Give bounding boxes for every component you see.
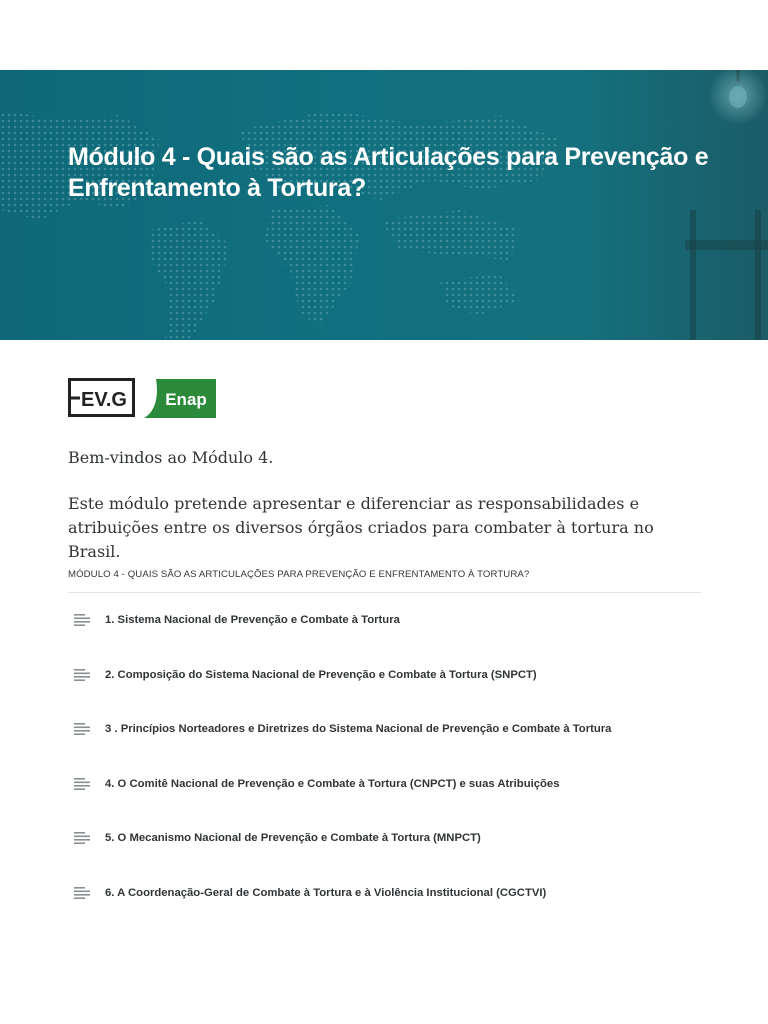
lesson-item-label: 4. O Comitê Nacional de Prevenção e Combate à Tortura (CNPCT) e suas Atribuições: [105, 777, 560, 790]
intro-description: Este módulo pretende apresentar e diferenciar as responsabilidades e atribuições entre os diversos órgãos criados para combater à tortura no Brasil.: [68, 494, 654, 561]
lesson-item-3[interactable]: [68, 702, 701, 757]
lesson-item-2[interactable]: [68, 648, 701, 703]
course-hero-banner: [0, 70, 768, 340]
lesson-item-label: 5. O Mecanismo Nacional de Prevenção e Combate à Tortura (MNPCT): [105, 832, 481, 845]
lesson-lines-icon: [74, 669, 90, 681]
lesson-item-label: 2. Composição do Sistema Nacional de Prevenção e Combate à Tortura (SNPCT): [105, 668, 537, 681]
lesson-item-label: 6. A Coordenação-Geral de Combate à Tortura e à Violência Institucional (CGCTVI): [105, 886, 547, 899]
lesson-item-4[interactable]: [68, 757, 701, 812]
course-title: Módulo 4 - Quais são as Articulações para Prevenção e Enfrentamento à Tortura?: [68, 143, 709, 202]
lesson-list-heading: MÓDULO 4 - QUAIS SÃO AS ARTICULAÇÕES PARA PREVENÇÃO E ENFRENTAMENTO À TORTURA?: [68, 569, 530, 580]
module-introduction: [68, 446, 708, 586]
lesson-item-label: 3 . Princípios Norteadores e Diretrizes do Sistema Nacional de Prevenção e Combate à Tortura: [105, 723, 612, 736]
lesson-lines-icon: [74, 887, 90, 899]
partner-logos: [68, 377, 216, 418]
lesson-item-6[interactable]: [68, 866, 701, 921]
svg-text:Enap: Enap: [165, 390, 207, 409]
lesson-item-label: 1. Sistema Nacional de Prevenção e Combate à Tortura: [105, 614, 400, 627]
lesson-list: [68, 593, 701, 920]
world-map-background: [0, 70, 768, 340]
lesson-lines-icon: [74, 723, 90, 735]
enap-logo: [144, 377, 216, 418]
evg-logo: [68, 378, 136, 418]
intro-welcome: Bem-vindos ao Módulo 4.: [68, 448, 274, 467]
lesson-lines-icon: [74, 614, 90, 626]
svg-text:EV.G: EV.G: [81, 388, 127, 411]
lesson-lines-icon: [74, 778, 90, 790]
lesson-lines-icon: [74, 832, 90, 844]
lesson-item-1[interactable]: [68, 593, 701, 648]
lesson-item-5[interactable]: [68, 811, 701, 866]
